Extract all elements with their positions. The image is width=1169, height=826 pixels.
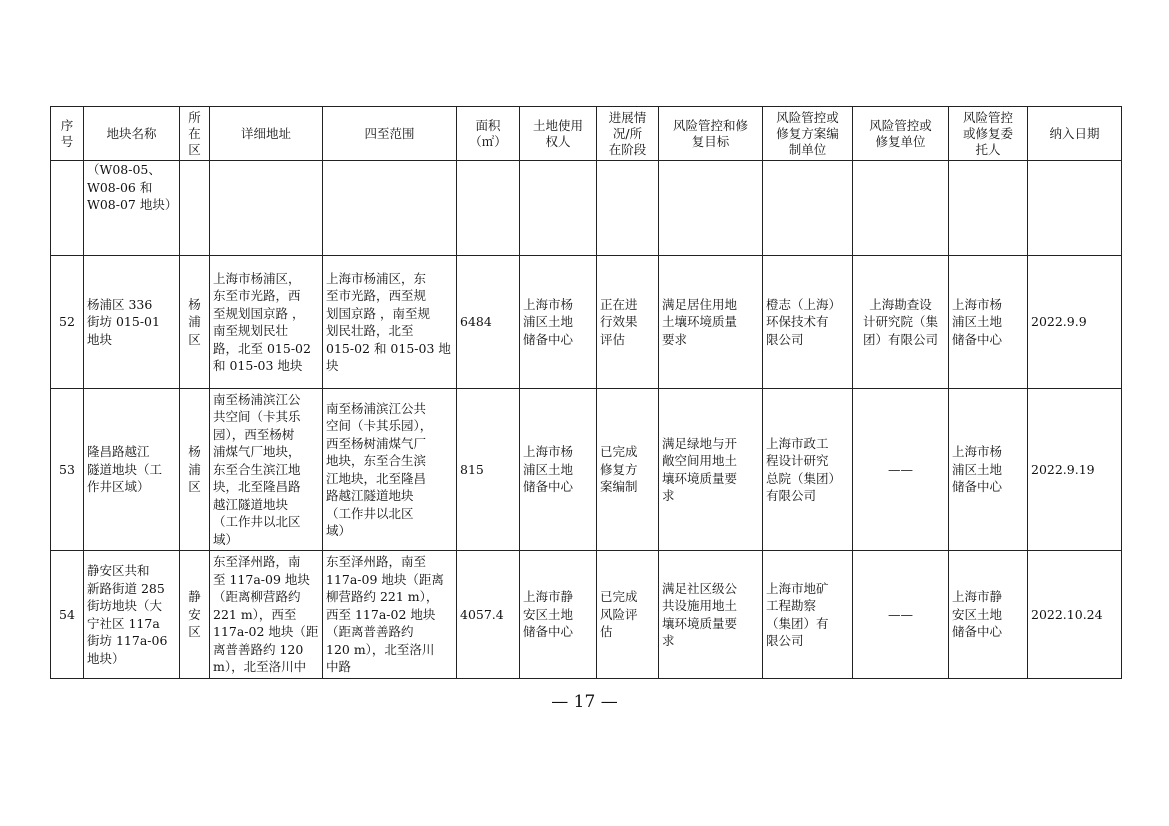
cell-land-use-right-holder: 上海市静 安区土地 储备中心 (520, 551, 597, 679)
cell-plot-name: 杨浦区 336 街坊 015-01 地块 (84, 256, 180, 389)
header-district: 所 在 区 (180, 107, 210, 161)
cell-seq: 52 (51, 256, 84, 389)
table-row (51, 256, 1122, 389)
cell-seq: 53 (51, 389, 84, 551)
cell-boundaries: 东至泽州路，南至 117a-09 地块（距离 柳营路约 221 m）， 西至 117a-02 地块 （距离普善路约 120 m），北至洛川 中路 (323, 551, 457, 679)
cell-progress-stage: 已完成 风险评 估 (597, 551, 659, 679)
cell-detailed-address: 东至泽州路，南 至 117a-09 地块 （距离柳营路约 221 m），西至 117a-02 地块（距 离普善路约 120 m），北至洛川中 (210, 551, 323, 679)
cell-plan-compiler (763, 161, 853, 256)
cell-entrusting-party: 上海市杨 浦区土地 储备中心 (949, 256, 1028, 389)
cell-area (457, 161, 520, 256)
cell-entrusting-party: 上海市静 安区土地 储备中心 (949, 551, 1028, 679)
header-land-use-right-holder: 土地使用 权人 (520, 107, 597, 161)
cell-seq (51, 161, 84, 256)
cell-progress-stage: 正在进 行效果 评估 (597, 256, 659, 389)
cell-district: 静 安 区 (180, 551, 210, 679)
cell-inclusion-date: 2022.9.19 (1028, 389, 1122, 551)
cell-area: 815 (457, 389, 520, 551)
header-seq: 序 号 (51, 107, 84, 161)
header-area: 面积 （㎡） (457, 107, 520, 161)
cell-plot-name: 隆昌路越江 隧道地块（工 作井区域） (84, 389, 180, 551)
cell-district: 杨 浦 区 (180, 389, 210, 551)
cell-boundaries: 上海市杨浦区，东 至市光路，西至规 划国京路 ，南至规 划民壮路，北至 015-02 和 015-03 地 块 (323, 256, 457, 389)
header-remediation-unit: 风险管控或 修复单位 (853, 107, 949, 161)
land-remediation-table (50, 106, 1122, 679)
header-boundaries: 四至范围 (323, 107, 457, 161)
cell-remediation-unit: —— (853, 389, 949, 551)
cell-plan-compiler: 橙志（上海） 环保技术有 限公司 (763, 256, 853, 389)
cell-seq: 54 (51, 551, 84, 679)
cell-entrusting-party (949, 161, 1028, 256)
cell-remediation-target: 满足绿地与开 敞空间用地土 壤环境质量要 求 (659, 389, 763, 551)
header-progress-stage: 进展情 况/所 在阶段 (597, 107, 659, 161)
header-detailed-address: 详细地址 (210, 107, 323, 161)
cell-district (180, 161, 210, 256)
cell-plot-name: （W08-05、 W08-06 和 W08-07 地块） (84, 161, 180, 256)
cell-remediation-unit (853, 161, 949, 256)
cell-inclusion-date: 2022.9.9 (1028, 256, 1122, 389)
cell-district: 杨 浦 区 (180, 256, 210, 389)
table-row (51, 161, 1122, 256)
cell-area: 6484 (457, 256, 520, 389)
cell-land-use-right-holder: 上海市杨 浦区土地 储备中心 (520, 389, 597, 551)
cell-detailed-address (210, 161, 323, 256)
cell-remediation-target (659, 161, 763, 256)
cell-land-use-right-holder: 上海市杨 浦区土地 储备中心 (520, 256, 597, 389)
cell-boundaries (323, 161, 457, 256)
header-remediation-target: 风险管控和修 复目标 (659, 107, 763, 161)
cell-remediation-unit: —— (853, 551, 949, 679)
header-entrusting-party: 风险管控 或修复委 托人 (949, 107, 1028, 161)
cell-inclusion-date: 2022.10.24 (1028, 551, 1122, 679)
page-number: — 17 — (551, 692, 618, 712)
cell-entrusting-party: 上海市杨 浦区土地 储备中心 (949, 389, 1028, 551)
header-plot-name: 地块名称 (84, 107, 180, 161)
cell-land-use-right-holder (520, 161, 597, 256)
cell-progress-stage (597, 161, 659, 256)
header-inclusion-date: 纳入日期 (1028, 107, 1122, 161)
table-row (51, 551, 1122, 679)
cell-detailed-address: 上海市杨浦区， 东至市光路，西 至规划国京路 ， 南至规划民壮 路，北至 015-02 和 015-03 地块 (210, 256, 323, 389)
cell-remediation-target: 满足社区级公 共设施用地土 壤环境质量要 求 (659, 551, 763, 679)
cell-area: 4057.4 (457, 551, 520, 679)
cell-plan-compiler: 上海市地矿 工程勘察 （集团）有 限公司 (763, 551, 853, 679)
table-row (51, 389, 1122, 551)
header-plan-compiler: 风险管控或 修复方案编 制单位 (763, 107, 853, 161)
cell-plot-name: 静安区共和 新路街道 285 街坊地块（大 宁社区 117a 街坊 117a-06 地块） (84, 551, 180, 679)
cell-plan-compiler: 上海市政工 程设计研究 总院（集团） 有限公司 (763, 389, 853, 551)
cell-remediation-target: 满足居住用地 土壤环境质量 要求 (659, 256, 763, 389)
table-header-row (51, 107, 1122, 161)
cell-progress-stage: 已完成 修复方 案编制 (597, 389, 659, 551)
cell-inclusion-date (1028, 161, 1122, 256)
cell-boundaries: 南至杨浦滨江公共 空间（卡其乐园）， 西至杨树浦煤气厂 地块，东至合生滨 江地块，北至隆昌 路越江隧道地块 （工作井以北区 域） (323, 389, 457, 551)
cell-detailed-address: 南至杨浦滨江公 共空间（卡其乐 园），西至杨树 浦煤气厂地块， 东至合生滨江地 块，北至隆昌路 越江隧道地块 （工作井以北区 域） (210, 389, 323, 551)
cell-remediation-unit: 上海勘查设 计研究院（集 团）有限公司 (853, 256, 949, 389)
